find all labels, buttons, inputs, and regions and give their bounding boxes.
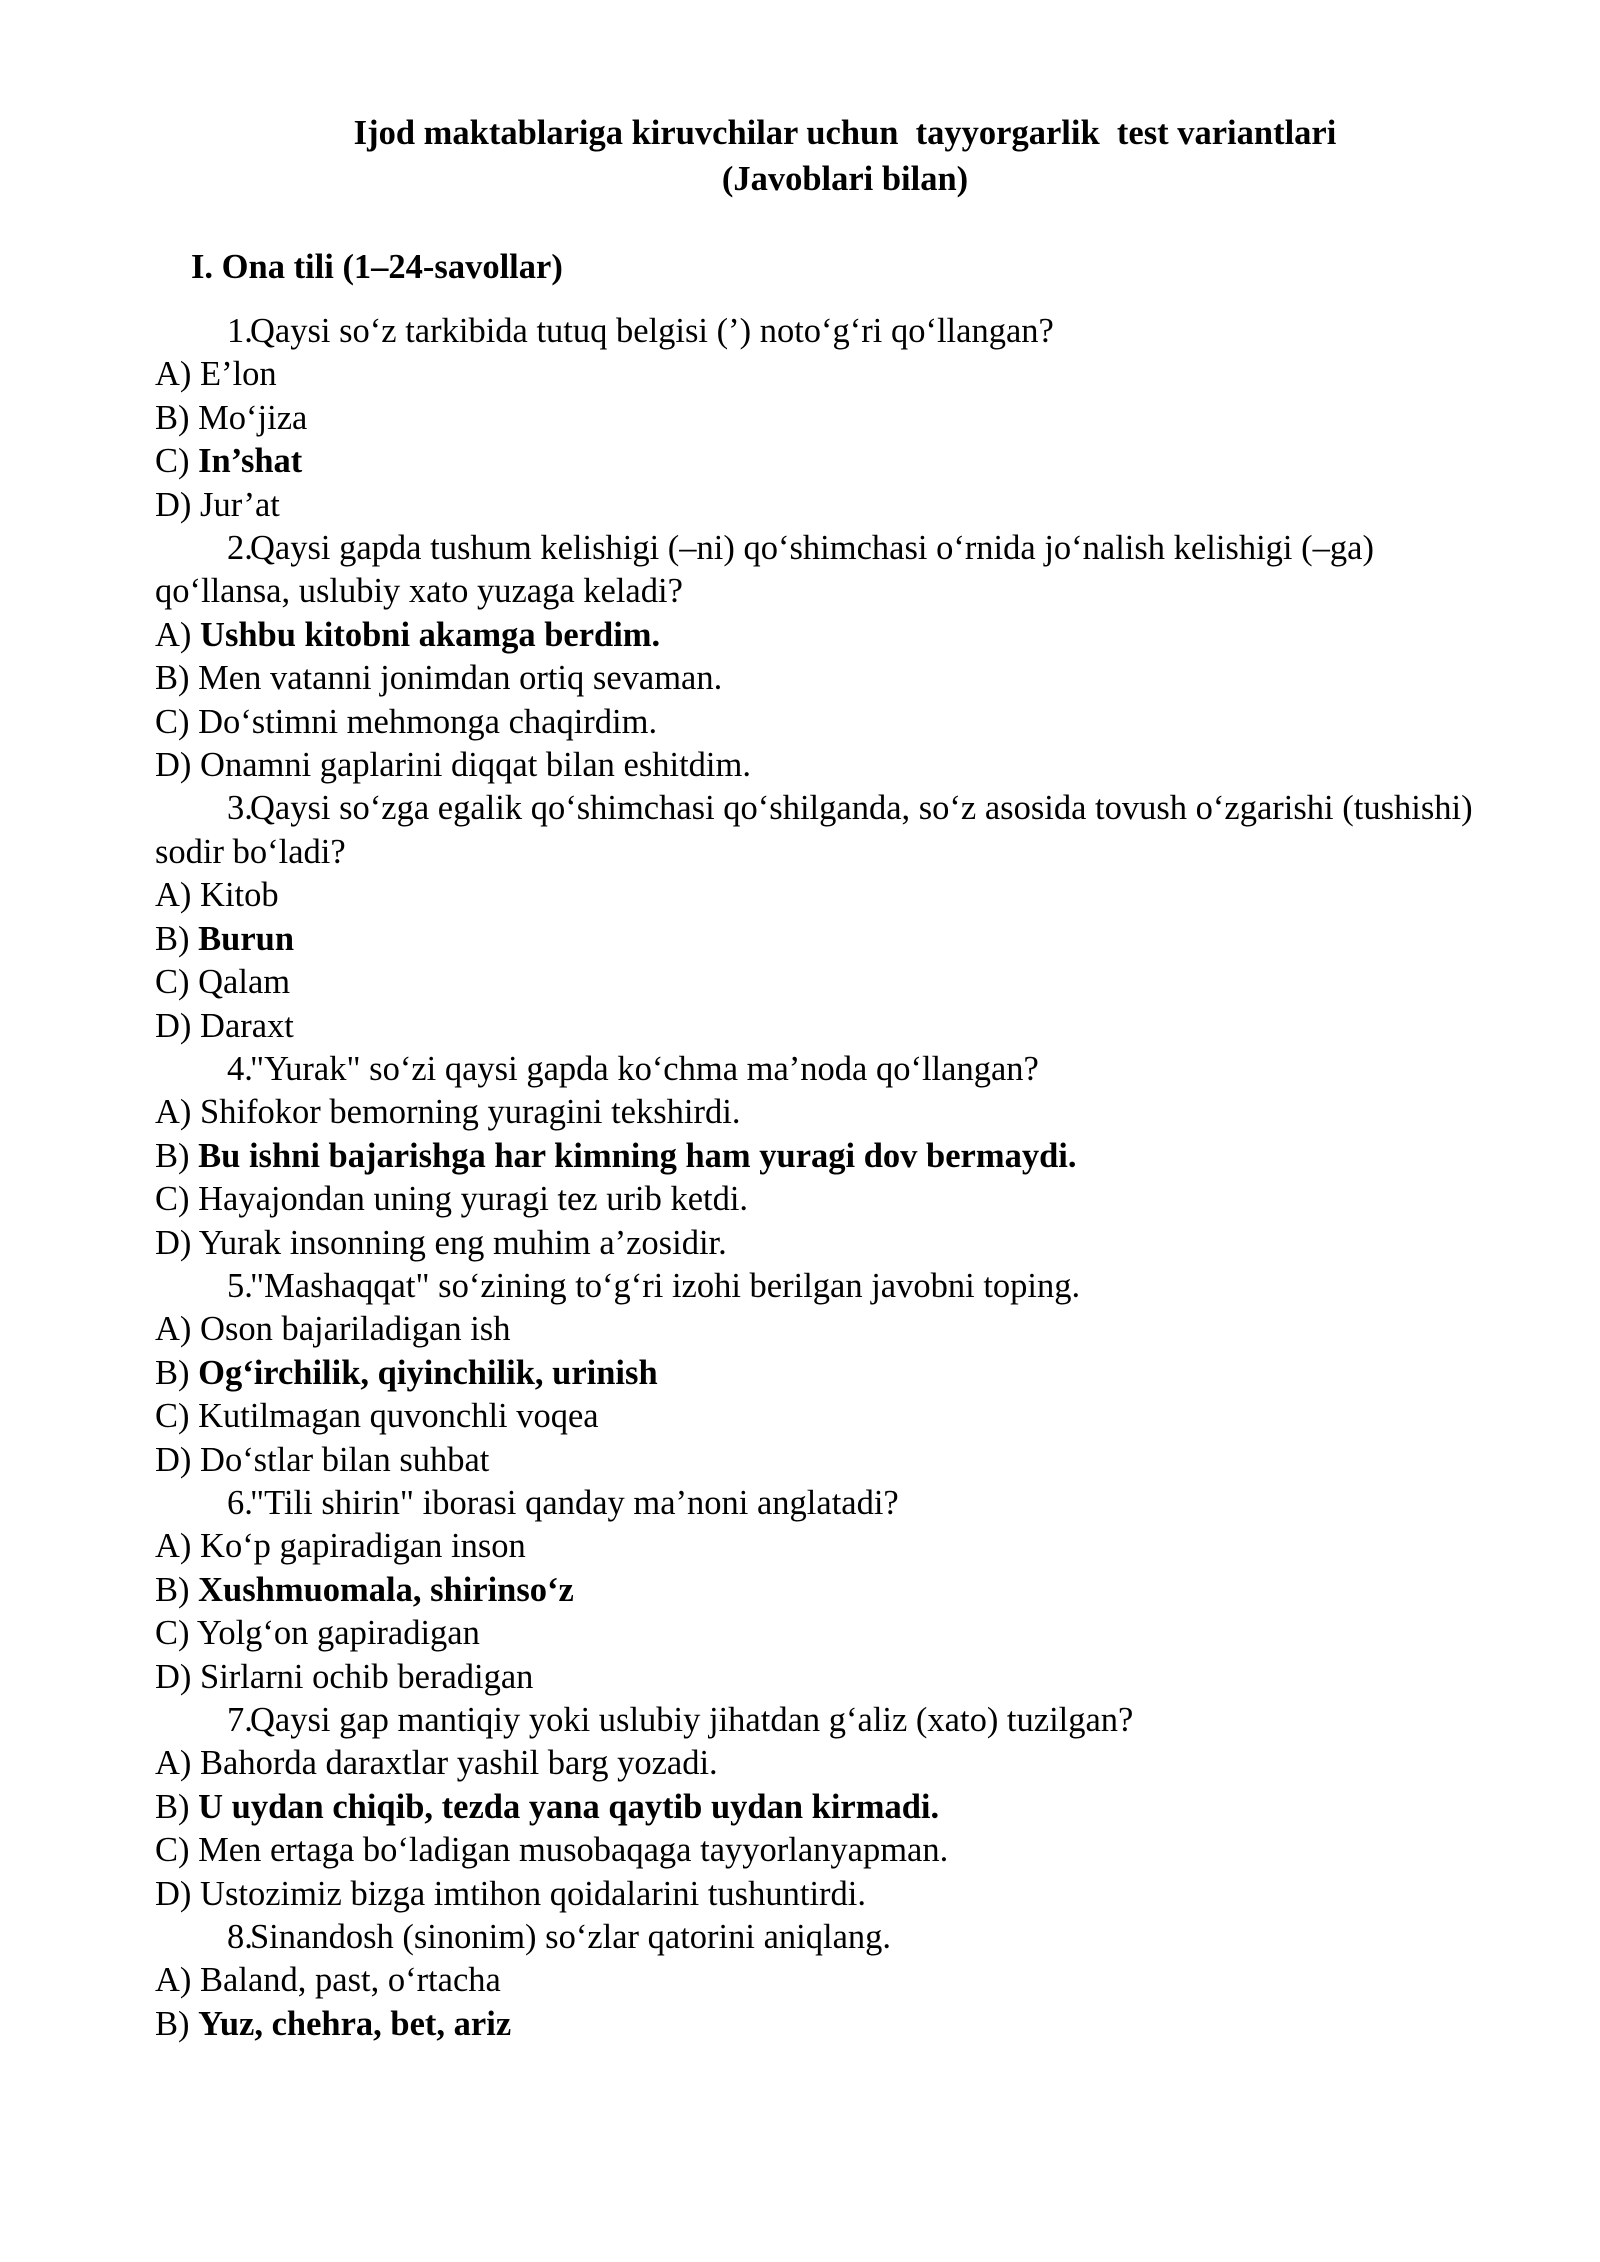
answer-option xyxy=(155,397,1495,440)
option-text: Burun xyxy=(198,919,295,958)
question-number: 3. xyxy=(227,789,253,828)
question-text: "Yurak" so‘zi qaysi gapda ko‘chma ma’noda qo‘llangan? xyxy=(250,1049,1039,1088)
option-letter: B) xyxy=(155,1787,190,1826)
question-text: Sinandosh (sinonim) so‘zlar qatorini aniqlang. xyxy=(250,1918,892,1957)
question-number: 5. xyxy=(227,1266,253,1305)
answer-option xyxy=(155,1395,1495,1438)
option-text: Yuz, chehra, bet, ariz xyxy=(198,2004,512,2043)
option-letter: B) xyxy=(155,2004,190,2043)
option-letter: C) xyxy=(155,1180,190,1219)
option-text: Shifokor bemorning yuragini tekshirdi. xyxy=(200,1093,741,1132)
option-text: Hayajondan uning yuragi tez urib ketdi. xyxy=(198,1180,749,1219)
option-text: Daraxt xyxy=(200,1006,294,1045)
question-number: 4. xyxy=(227,1049,253,1088)
answer-option xyxy=(155,484,1495,527)
option-letter: B) xyxy=(155,1570,190,1609)
question-text: Qaysi gapda tushum kelishigi (–ni) qo‘shimchasi o‘rnida jo‘nalish kelishigi (–ga) qo‘llansa, uslubiy xato yuzaga keladi? xyxy=(155,529,1374,611)
option-letter: C) xyxy=(155,702,190,741)
option-letter: B) xyxy=(155,398,190,437)
option-letter: C) xyxy=(155,1614,190,1653)
option-text: Ustozimiz bizga imtihon qoidalarini tushuntirdi. xyxy=(200,1874,866,1913)
option-letter: A) xyxy=(155,1961,192,2000)
answer-option xyxy=(155,1222,1495,1265)
question-1 xyxy=(155,310,1495,353)
option-text: E’lon xyxy=(200,355,277,394)
option-letter: D) xyxy=(155,746,192,785)
option-text: Jur’at xyxy=(200,485,280,524)
answer-option-correct xyxy=(155,918,1495,961)
option-text: Do‘stlar bilan suhbat xyxy=(200,1440,490,1479)
answer-option xyxy=(155,701,1495,744)
answer-option xyxy=(155,1308,1495,1351)
option-letter: D) xyxy=(155,1223,192,1262)
question-4 xyxy=(155,1048,1495,1091)
answer-option xyxy=(155,961,1495,1004)
title-line-1: Ijod maktablariga kiruvchilar uchun tayyorgarlik test variantlari xyxy=(353,114,1337,152)
option-text: Ushbu kitobni akamga berdim. xyxy=(200,615,661,654)
question-number: 1. xyxy=(227,312,253,350)
option-text: Kutilmagan quvonchli voqea xyxy=(198,1397,599,1436)
option-text: Kitob xyxy=(200,876,279,915)
question-text: "Mashaqqat" so‘zining to‘g‘ri izohi berilgan javobni toping. xyxy=(250,1266,1081,1305)
question-6 xyxy=(155,1482,1495,1525)
option-text: Mo‘jiza xyxy=(198,398,308,437)
question-text: Qaysi gap mantiqiy yoki uslubiy jihatdan g‘aliz (xato) tuzilgan? xyxy=(250,1701,1134,1739)
answer-option xyxy=(155,353,1495,396)
answer-option xyxy=(155,1439,1495,1482)
answer-option xyxy=(155,1742,1495,1785)
option-letter: A) xyxy=(155,355,192,394)
option-text: Xushmuomala, shirinso‘z xyxy=(198,1570,574,1609)
option-letter: A) xyxy=(155,1744,192,1783)
option-letter: C) xyxy=(155,963,190,1002)
option-text: Men vatanni jonimdan ortiq sevaman. xyxy=(198,659,723,698)
option-text: Sirlarni ochib beradigan xyxy=(200,1657,534,1696)
option-letter: D) xyxy=(155,1874,192,1913)
question-8 xyxy=(155,1916,1495,1959)
answer-option-correct xyxy=(155,614,1495,657)
answer-option xyxy=(155,1091,1495,1134)
answer-option xyxy=(155,1656,1495,1699)
option-text: Bu ishni bajarishga har kimning ham yuragi dov bermaydi. xyxy=(198,1136,1077,1175)
question-number: 2. xyxy=(227,529,253,568)
option-text: Men ertaga bo‘ladigan musobaqaga tayyorlanyapman. xyxy=(198,1831,949,1870)
section-heading: I. Ona tili (1–24-savollar) xyxy=(191,248,563,286)
option-text: Qalam xyxy=(198,963,291,1002)
question-text: Qaysi so‘zga egalik qo‘shimchasi qo‘shilganda, so‘z asosida tovush o‘zgarishi (tushishi) sodir bo‘ladi? xyxy=(155,789,1473,871)
question-7 xyxy=(155,1699,1495,1742)
option-letter: B) xyxy=(155,1353,190,1392)
question-2 xyxy=(155,527,1495,614)
answer-option xyxy=(155,744,1495,787)
document-title xyxy=(0,110,1600,202)
option-letter: B) xyxy=(155,659,190,698)
option-text: Baland, past, o‘rtacha xyxy=(200,1961,501,2000)
question-number: 8. xyxy=(227,1918,253,1957)
option-text: Onamni gaplarini diqqat bilan eshitdim. xyxy=(200,746,751,785)
option-letter: B) xyxy=(155,1136,190,1175)
option-letter: C) xyxy=(155,442,190,481)
option-text: Yurak insonning eng muhim a’zosidir. xyxy=(198,1223,727,1262)
answer-option xyxy=(155,1525,1495,1568)
answer-option-correct xyxy=(155,1569,1495,1612)
answer-option-correct xyxy=(155,440,1495,483)
question-5 xyxy=(155,1265,1495,1308)
question-text: Qaysi so‘z tarkibida tutuq belgisi (’) noto‘g‘ri qo‘llangan? xyxy=(250,312,1054,350)
option-letter: A) xyxy=(155,615,192,654)
answer-option xyxy=(155,1005,1495,1048)
option-text: Do‘stimni mehmonga chaqirdim. xyxy=(198,702,658,741)
option-text: Yolg‘on gapiradigan xyxy=(196,1614,480,1653)
answer-option xyxy=(155,1873,1495,1916)
option-letter: A) xyxy=(155,1310,192,1349)
answer-option xyxy=(155,874,1495,917)
option-letter: D) xyxy=(155,1006,192,1045)
option-text: U uydan chiqib, tezda yana qaytib uydan kirmadi. xyxy=(198,1787,940,1826)
question-number: 6. xyxy=(227,1483,253,1522)
option-letter: C) xyxy=(155,1397,190,1436)
question-number: 7. xyxy=(227,1701,253,1739)
answer-option xyxy=(155,1829,1495,1872)
option-letter: A) xyxy=(155,1093,192,1132)
option-letter: A) xyxy=(155,1527,192,1566)
question-3 xyxy=(155,787,1495,874)
option-letter: D) xyxy=(155,485,192,524)
option-text: Ko‘p gapiradigan inson xyxy=(200,1527,526,1566)
question-list xyxy=(155,310,1495,2046)
answer-option-correct xyxy=(155,1786,1495,1829)
option-letter: D) xyxy=(155,1440,192,1479)
option-text: Og‘irchilik, qiyinchilik, urinish xyxy=(198,1353,658,1392)
option-text: In’shat xyxy=(198,442,303,481)
answer-option xyxy=(155,1959,1495,2002)
option-letter: B) xyxy=(155,919,190,958)
answer-option-correct xyxy=(155,2003,1495,2046)
answer-option xyxy=(155,657,1495,700)
answer-option-correct xyxy=(155,1135,1495,1178)
answer-option xyxy=(155,1178,1495,1221)
option-letter: A) xyxy=(155,876,192,915)
answer-option-correct xyxy=(155,1352,1495,1395)
title-line-2: (Javoblari bilan) xyxy=(721,160,969,198)
option-letter: C) xyxy=(155,1831,190,1870)
option-letter: D) xyxy=(155,1657,192,1696)
question-text: "Tili shirin" iborasi qanday ma’noni anglatadi? xyxy=(250,1483,899,1522)
option-text: Oson bajariladigan ish xyxy=(200,1310,511,1349)
option-text: Bahorda daraxtlar yashil barg yozadi. xyxy=(200,1744,718,1783)
answer-option xyxy=(155,1612,1495,1655)
